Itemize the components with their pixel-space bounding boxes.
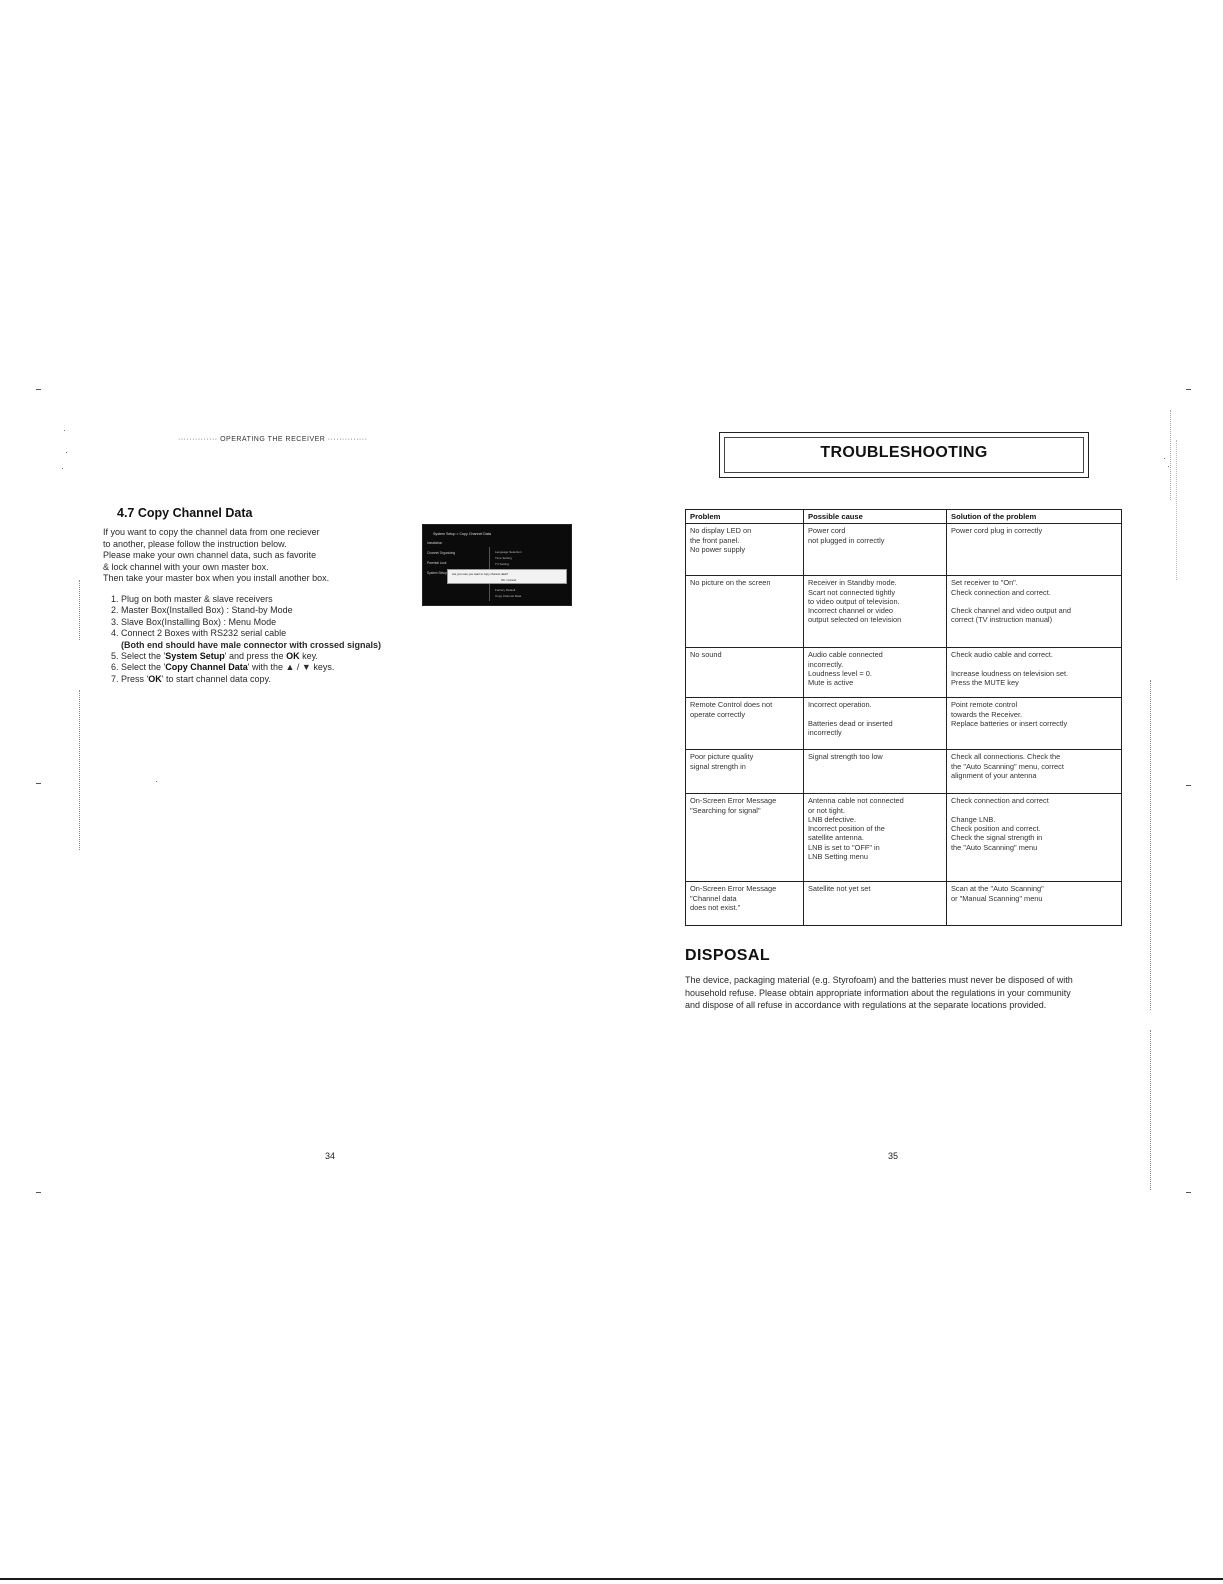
- cell-line: Mute is active: [808, 678, 854, 688]
- cell-line: alignment of your antenna: [951, 770, 1037, 780]
- scan-speck: [156, 781, 157, 782]
- cell-line: to video output of television.: [808, 596, 900, 606]
- step-item: 2. Master Box(Installed Box) : Stand-by Mode: [111, 605, 293, 616]
- cell-line: No picture on the screen: [690, 578, 771, 588]
- cell-line: or not tight.: [808, 805, 845, 815]
- osd-option: TV Setting: [495, 562, 510, 566]
- problem-cell: [686, 524, 804, 576]
- step-note: (Both end should have male connector with crossed signals): [121, 639, 382, 650]
- disposal-line: and dispose of all refuse in accordance with regulations at the separate locations provided.: [685, 1000, 1047, 1011]
- cell-line: No sound: [690, 650, 722, 660]
- troubleshooting-heading: TROUBLESHOOTING: [820, 444, 988, 461]
- cell-line: the "Auto Scanning" menu: [951, 842, 1038, 852]
- scan-dots: [79, 580, 81, 640]
- step-text: 7. Press ': [111, 673, 149, 684]
- scan-speck: [1164, 458, 1165, 459]
- table-row: [686, 524, 1122, 576]
- solution-cell: [947, 750, 1122, 794]
- solution-cell: [947, 882, 1122, 926]
- table-row: [686, 698, 1122, 750]
- cell-line: Incorrect operation.: [808, 700, 872, 710]
- scan-mark: [36, 1192, 41, 1193]
- step-text: ' with the ▲ / ▼ keys.: [247, 662, 335, 673]
- cell-line: the front panel.: [690, 535, 740, 545]
- intro-line: Please make your own channel data, such as favorite: [103, 550, 317, 561]
- cell-line: [951, 660, 1117, 669]
- scan-speck: [62, 468, 63, 469]
- osd-option: Time Setting: [495, 556, 512, 560]
- cell-line: Receiver in Standby mode.: [808, 578, 897, 588]
- step-item: 3. Slave Box(Installing Box) : Menu Mode: [111, 616, 277, 627]
- cell-line: incorrectly.: [808, 659, 844, 669]
- step-text: 4. Connect 2 Boxes with RS232 serial cable: [111, 628, 287, 639]
- table-body: [686, 524, 1122, 926]
- column-header: Solution of the problem: [947, 510, 1122, 524]
- osd-dialog-message: Are you sure you want to copy channel data?: [452, 572, 508, 576]
- cell-line: satellite antenna.: [808, 833, 864, 843]
- problem-cell: [686, 576, 804, 648]
- cell-line: [951, 806, 1117, 815]
- osd-confirm-dialog: [447, 569, 567, 584]
- step-text: ' to start channel data copy.: [161, 673, 271, 684]
- scan-dots: [1170, 410, 1172, 500]
- osd-dialog-ok: OK / Cancel: [501, 578, 517, 582]
- scan-mark: [36, 389, 41, 390]
- cell-line: output selected on television: [808, 615, 902, 625]
- osd-menu-item: Installation: [427, 541, 443, 545]
- intro-paragraph: [103, 527, 403, 585]
- step-text: key.: [299, 651, 318, 662]
- solution-cell: [947, 794, 1122, 882]
- cell-line: Poor picture quality: [690, 752, 754, 762]
- column-header: Possible cause: [804, 510, 947, 524]
- intro-line: to another, please follow the instruction below.: [103, 538, 287, 549]
- step-keyword: OK: [148, 673, 162, 684]
- cause-cell: [804, 794, 947, 882]
- cell-line: Remote Control does not: [690, 700, 773, 710]
- cell-line: No display LED on: [690, 526, 752, 536]
- bottom-edge-rule: [0, 1578, 1223, 1580]
- troubleshooting-heading-box: [719, 432, 1089, 478]
- cell-line: LNB defective.: [808, 814, 857, 824]
- scan-dots: [1176, 440, 1178, 580]
- cell-line: Check connection and correct: [951, 796, 1049, 806]
- step-keyword: OK: [286, 651, 300, 662]
- step-item: [111, 628, 431, 651]
- intro-line: If you want to copy the channel data from one reciever: [103, 527, 320, 537]
- scan-speck: [66, 452, 67, 453]
- scan-speck: [1168, 466, 1169, 467]
- disposal-paragraph: [685, 974, 1135, 1012]
- cell-line: Power cord plug in correctly: [951, 526, 1043, 536]
- cell-line: or "Manual Scanning" menu: [951, 893, 1043, 903]
- scan-dots: [1150, 1030, 1152, 1190]
- cell-line: [808, 710, 942, 719]
- cell-line: Check position and correct.: [951, 824, 1041, 834]
- solution-cell: [947, 698, 1122, 750]
- cell-line: incorrectly: [808, 728, 842, 738]
- scan-mark: [1186, 1192, 1191, 1193]
- running-header: ·············· OPERATING THE RECEIVER ··············: [178, 436, 368, 443]
- cell-line: signal strength in: [690, 761, 746, 771]
- step-item: [111, 662, 431, 673]
- problem-cell: [686, 698, 804, 750]
- table-row: [686, 794, 1122, 882]
- disposal-line: The device, packaging material (e.g. Styrofoam) and the batteries must never be disposed of with: [685, 975, 1073, 985]
- cell-line: Increase loudness on television set.: [951, 668, 1069, 678]
- cell-line: Power cord: [808, 526, 846, 536]
- cell-line: Scart not connected tightly: [808, 587, 896, 597]
- step-text: ' and press the: [224, 651, 287, 662]
- cell-line: On-Screen Error Message: [690, 884, 777, 894]
- osd-menu-item: Channel Organizing: [427, 551, 456, 555]
- cell-line: Incorrect position of the: [808, 824, 885, 834]
- cause-cell: [804, 882, 947, 926]
- cause-cell: [804, 524, 947, 576]
- scan-dots: [1150, 680, 1152, 1010]
- cell-line: correct (TV instruction manual): [951, 615, 1053, 625]
- cell-line: Antenna cable not connected: [808, 796, 904, 806]
- table-row: [686, 648, 1122, 698]
- troubleshooting-table: [685, 509, 1122, 926]
- cell-line: Batteries dead or inserted: [808, 718, 893, 728]
- cell-line: the "Auto Scanning" menu, correct: [951, 761, 1064, 771]
- scan-mark: [36, 783, 41, 784]
- osd-option: Factory Default: [495, 588, 516, 592]
- cell-line: "Channel data: [690, 893, 737, 903]
- cell-line: does not exist.": [690, 902, 741, 912]
- column-header: Problem: [686, 510, 804, 524]
- step-text: 6. Select the ': [111, 662, 166, 673]
- table-row: [686, 882, 1122, 926]
- problem-cell: [686, 750, 804, 794]
- table-row: [686, 750, 1122, 794]
- cell-line: Signal strength too low: [808, 752, 883, 762]
- cause-cell: [804, 698, 947, 750]
- cause-cell: [804, 648, 947, 698]
- cell-line: Check audio cable and correct.: [951, 650, 1053, 660]
- cause-cell: [804, 576, 947, 648]
- cause-cell: [804, 750, 947, 794]
- cell-line: Set receiver to "On".: [951, 578, 1018, 588]
- cell-line: towards the Receiver.: [951, 709, 1023, 719]
- solution-cell: [947, 576, 1122, 648]
- cell-line: Check connection and correct.: [951, 587, 1051, 597]
- cell-line: Loudness level = 0.: [808, 668, 872, 678]
- osd-title: System Setup > Copy Channel Data: [433, 532, 491, 536]
- scan-mark: [1186, 785, 1191, 786]
- cell-line: Check all connections. Check the: [951, 752, 1061, 762]
- intro-line: & lock channel with your own master box.: [103, 561, 269, 572]
- step-item: [111, 651, 431, 662]
- osd-option: Language Selection: [495, 550, 522, 554]
- step-item: [111, 674, 431, 685]
- table-header-row: [686, 510, 1122, 524]
- scan-speck: [64, 430, 65, 431]
- cell-line: [951, 597, 1117, 606]
- osd-menu-item: Parental Lock: [427, 561, 447, 565]
- problem-cell: [686, 648, 804, 698]
- cell-line: LNB is set to "OFF" in: [808, 842, 880, 852]
- page-number-left: 34: [325, 1151, 336, 1161]
- osd-option: Copy Channel Data: [495, 594, 522, 598]
- intro-line: Then take your master box when you install another box.: [103, 573, 330, 584]
- cell-line: Incorrect channel or video: [808, 606, 894, 616]
- osd-screenshot: [422, 524, 572, 606]
- problem-cell: [686, 794, 804, 882]
- table-row: [686, 576, 1122, 648]
- cell-line: Check the signal strength in: [951, 833, 1043, 843]
- cell-line: "Searching for signal": [690, 805, 761, 815]
- osd-menu-item: System Setup: [427, 571, 447, 575]
- problem-cell: [686, 882, 804, 926]
- cell-line: Audio cable connected: [808, 650, 883, 660]
- cell-line: Check channel and video output and: [951, 606, 1071, 616]
- cell-line: No power supply: [690, 544, 746, 554]
- scan-dots: [79, 690, 81, 850]
- cell-line: not plugged in correctly: [808, 535, 885, 545]
- steps-list: [111, 594, 431, 685]
- step-text: 5. Select the ': [111, 651, 166, 662]
- solution-cell: [947, 648, 1122, 698]
- disposal-line: household refuse. Please obtain appropriate information about the regulations in your community: [685, 987, 1071, 998]
- section-title: 4.7 Copy Channel Data: [117, 506, 253, 520]
- disposal-heading: DISPOSAL: [685, 947, 770, 964]
- step-item: 1. Plug on both master & slave receivers: [111, 594, 273, 604]
- cell-line: Point remote control: [951, 700, 1018, 710]
- solution-cell: [947, 524, 1122, 576]
- cell-line: Replace batteries or insert correctly: [951, 718, 1068, 728]
- cell-line: operate correctly: [690, 709, 746, 719]
- cell-line: Press the MUTE key: [951, 678, 1019, 688]
- page-number-right: 35: [888, 1151, 899, 1161]
- cell-line: Satellite not yet set: [808, 884, 871, 894]
- scan-mark: [1186, 389, 1191, 390]
- step-keyword: System Setup: [165, 651, 225, 662]
- step-keyword: Copy Channel Data: [165, 662, 248, 673]
- cell-line: LNB Setting menu: [808, 852, 868, 862]
- cell-line: Change LNB.: [951, 814, 996, 824]
- cell-line: Scan at the "Auto Scanning": [951, 884, 1044, 894]
- cell-line: On-Screen Error Message: [690, 796, 777, 806]
